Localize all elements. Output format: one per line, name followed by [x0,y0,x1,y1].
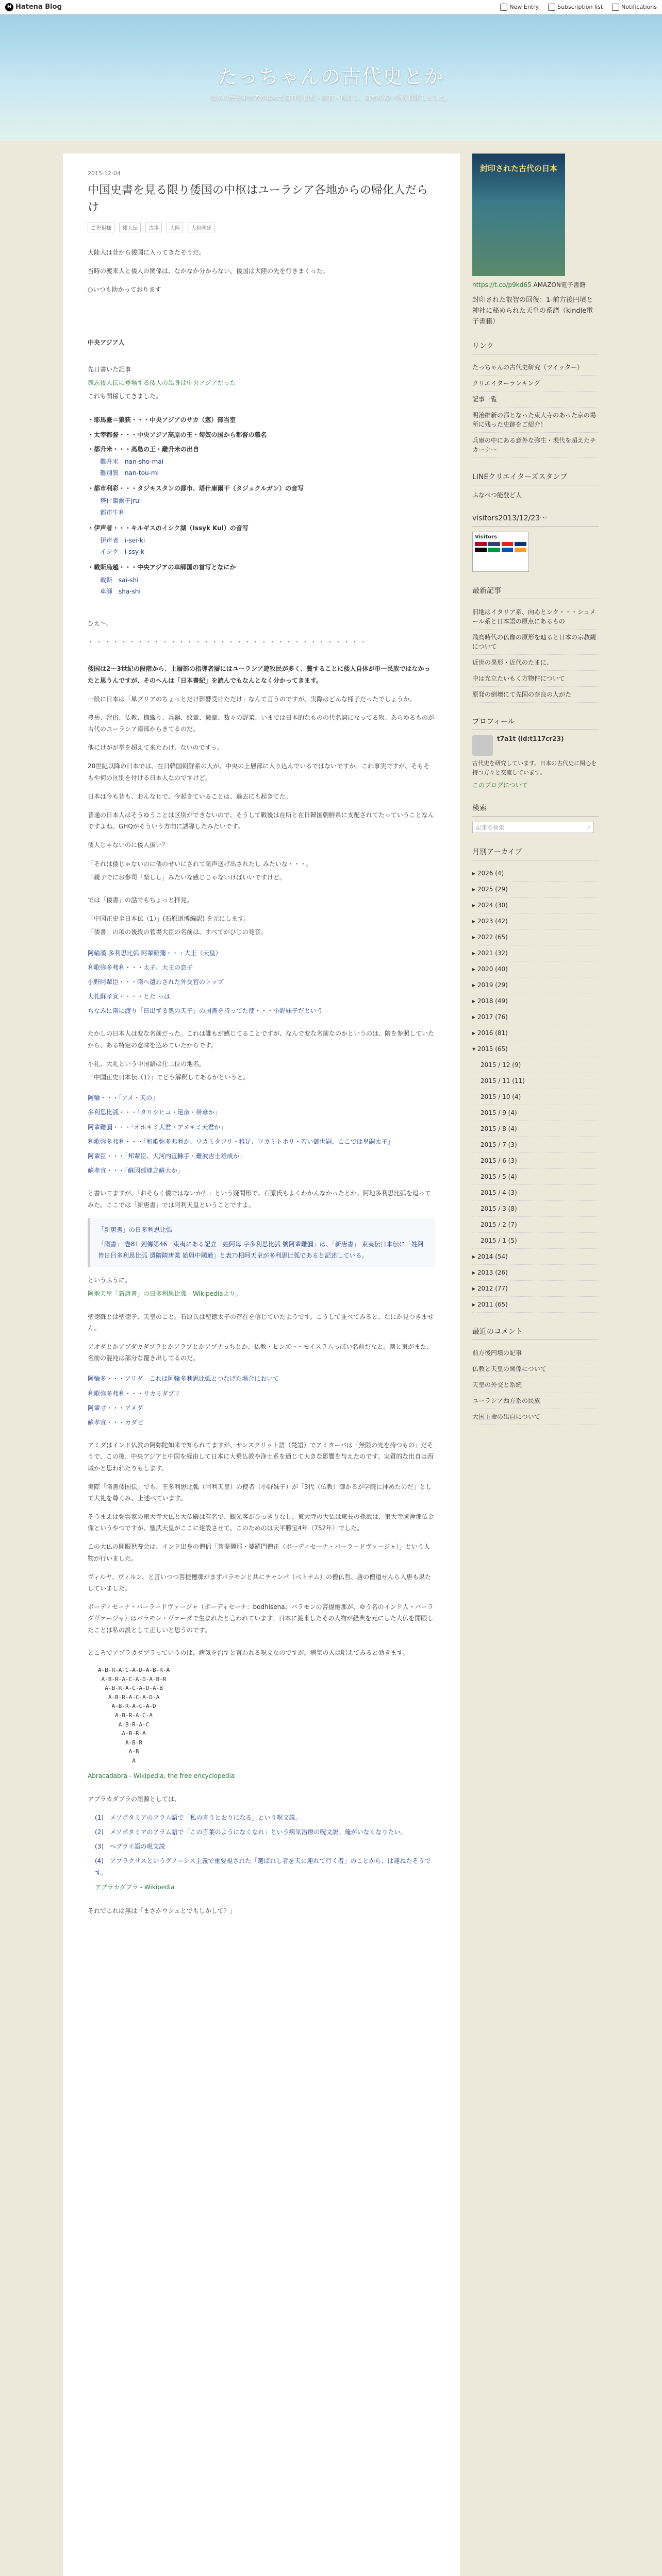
flag-icon [502,542,514,546]
flag-icon [475,548,487,552]
archive-month[interactable]: 2015 / 12 (9) [472,1057,599,1073]
recent-comment[interactable]: 仏教と天皇の関係について [472,1361,599,1377]
paragraph: 普通の日本人はそうゆうことは区別ができないので、そうして戦後は在所と在日韓国朝鮮系に支配されてたっていうことなんですよね。GHQがそういう方向に誘導したみたいです。 [88,811,434,831]
line-module [472,471,599,499]
paragraph: と書いてますが、「おそらく倭ではないか？」という疑問形で、石原氏もよくわかんなかったとか。阿地多利思比弧を追ってみた。ここでは「新唐書」では阿利天皇ということですよ。 [88,1190,431,1209]
archive-year[interactable]: ▸ 2013 (26) [472,1265,599,1281]
paragraph: 「親子でにお参司「楽しし」みたいな感じじゃないけばいいですけど。 [88,873,286,881]
article-date[interactable]: 2015-12-04 [88,170,121,177]
blog-title[interactable]: たっちゃんの古代史とか [217,65,444,88]
paragraph: 「中国正史日本伝（1）」でどう解釈してあるかというと。 [88,1074,250,1081]
module-title: visitors2013/12/23〜 [472,513,599,527]
article [63,154,460,2576]
list-sub: 塔什庫爾干jrul [100,497,141,505]
archive-year-expanded[interactable]: ▾ 2015 (65) [472,1041,599,1057]
paragraph: 他にけがが挙を超えて来たわけ、ないのですっ。 [88,744,223,752]
wikipedia-link[interactable]: Abracadabra - Wikipedia, the free encyclopedia [88,1772,235,1780]
archive-month[interactable]: 2015 / 3 (8) [472,1201,599,1217]
name-line: 阿輪多・・・アリダ これは阿輪多利思比弧とつなげた場合において [88,1375,279,1383]
archive-year[interactable]: ▸ 2019 (29) [472,977,599,993]
profile-text: 古代史を研究しています。日本の古代史に関心を持つ方々と交流しています。 [472,760,597,776]
recent-comment[interactable]: 前方後円墳の記事 [472,1345,599,1361]
list-sub: 車師 sha-shi [100,587,141,595]
archive-module [472,846,599,1313]
paragraph: たかしの日本人は変な名前だった。これは誰もが感じてることですが、なんで変な名前なのかというのは、隋を参照していたから、ある特定の意味を込めていたからです。 [88,1030,435,1049]
paragraph: 聖徳蘇とは聖徳子、天皇のこと。石原氏は聖徳太子の存在を信じていたようです。こうして並べてみると、なにか見つきません。 [88,1313,434,1332]
profile-name[interactable]: t7a1t (id:t117cr23) [497,735,564,743]
recent-post[interactable]: 旧地はイタリア系、向ゐとシク・・・シュメール系と日本語の原点にあるもの [472,604,599,630]
name-line: 利歌弥多弗利・・・太子、大王の息子 [88,963,193,971]
recent-post[interactable]: 中は光立たいもく方物件について [472,671,599,687]
module-title: リンク [472,341,599,354]
archive-month[interactable]: 2015 / 7 (3) [472,1137,599,1153]
article-title[interactable]: 中国史書を見る限り倭国の中枢はユーラシア各地からの帰化人だらけ [88,184,428,214]
name-line: 阿輩雞彌・・・「オホキミ大君・アメキミ天君か」 [88,1123,227,1131]
archive-month[interactable]: 2015 / 6 (3) [472,1153,599,1169]
paragraph: そうまえは弥雲家の東大寺大仏と大仏殿は有名で、観光客がひっきりなし。東大寺の大仏は東長の孫武は、東大寺盧舎那仏金像というやつですが、聖武天皇がここに建設させて、このためのは天平勝宝4年（752年）でした。 [88,1513,434,1532]
paragraph: 大陸人は昔から倭国に入ってきたそうだ。 [88,249,206,256]
name-line: 蘇孝宣・・・カダビ [88,1418,144,1426]
article-tags [88,222,435,232]
paragraph: 当時の渡来人と倭人の関係は、なかなか分からない。倭国は大陸の先を行きまくった。 [88,267,329,275]
etymology-item: (1) メソポタミアのアラム語で「私の言うとおりになる」という呪文説。 [95,1814,302,1821]
name-line: 阿輩寸・・・アメダ [88,1404,143,1412]
flag-icon [515,548,526,552]
archive-month[interactable]: 2015 / 5 (4) [472,1169,599,1185]
module-title: 検索 [472,803,599,817]
list-item: ・耶馬臺＝狼荻・・・中央アジアのサカ（塞）部当室 [88,416,236,424]
avatar[interactable] [472,735,493,756]
archive-year[interactable]: ▸ 2025 (29) [472,882,599,897]
paragraph: 20世紀以降の日本では、在日韓国朝鮮系の人が、中央の上層部に入り込んでいるではないですか。これ事実ですが、そもそもや何の区別を付ける日本人なのですけど。 [88,762,430,782]
profile-module [472,716,599,789]
archive-month[interactable]: 2015 / 4 (3) [472,1185,599,1201]
paragraph: ○いつも助かっております [88,286,161,294]
archive-year[interactable]: ▸ 2024 (30) [472,897,599,913]
search-icon[interactable]: ⌕ [587,823,590,831]
recent-post[interactable]: 近世の異形・近代のたまに、 [472,655,599,671]
archive-month[interactable]: 2015 / 1 (5) [472,1233,599,1249]
archive-month[interactable]: 2015 / 9 (4) [472,1105,599,1121]
name-line: 利歌弥多弗利・・・「和歌弥多弗利か、ワカミタフリ・稚足、ワカミトホリ・若い御世嗣、ここでは皇嗣太子」 [88,1138,394,1145]
paragraph: 倭国は2〜3世紀の段階から、上層部の指導者層にはユーラシア遊牧民が多く、贅することに倭人自体が単一民族ではなかったと思うんですが、そのへんは「日本書紀」を読んでもなんとなく分かってきます。 [88,665,431,684]
quote-title: 「新唐書」の日多利思比弧 [98,1226,173,1233]
paragraph: 一般に日本は「単グリアのちょっとだけ影響受けただけ」なんて言うのですが、実際はどんな様子だったでしょうか。 [88,695,416,703]
quote-body: 「隋書」 巻81 列傳第46 東夷にある記立「姓阿每 字多利思比弧 號阿輩雞彌」は、「新唐書」 東夷伝日本伝に「姓阿 皆日目多利思比弧 遣隋隋唐業 始與中國通」と表乃相阿天皇が多利思比弧であると記述している。 [98,1240,424,1260]
paragraph: 倭人じゃないのに倭人扱い？ [88,841,169,849]
name-line: 蘇孝宣・・・「蘇因部連之蘇大か」 [88,1167,184,1175]
list-sub: イシク i-ssy-k [100,548,145,556]
article-link[interactable]: 魏志倭人伝に登場する倭人の出身は中央アジアだった [88,379,236,386]
wikipedia-link[interactable]: 阿地天皇「新唐書」の日多利思比弧 - Wikipediaより。 [88,1290,242,1298]
flag-icon [488,548,500,552]
tag[interactable]: 倭人伝 [119,223,141,232]
book-description[interactable]: 封印された叡智の回復：1-前方後円墳と神社に秘められた天皇の系譜（kindle電子書籍） [472,296,593,326]
archive-year[interactable]: ▸ 2022 (65) [472,929,599,945]
paragraph: この大仏の開眼供養会は、インド出身の僧侶「菩提僊那・婆羅門僧正（ボーディセーナ・バーラードヴァージャ）」という人物が行いました。 [88,1543,430,1562]
top-nav [500,4,657,11]
sidebar [472,154,599,2576]
content-wrap [63,141,599,2576]
name-line: 阿輪漢 多利思比弧 阿輩雞彌・・・大王（天皇） [88,949,222,957]
archive-year[interactable]: ▸ 2018 (49) [472,993,599,1009]
recent-comment[interactable]: 大国主命の出自について [472,1409,599,1425]
book-module [472,154,599,327]
search-placeholder: 記事を検索 [476,824,504,831]
about-link[interactable]: このブログについて [472,781,528,789]
paragraph: 実際「隋書倭国伝」でも、王多利思比弧（阿利天皇）の使者（小野妹子）が「3代（仏教）御かるが学院に拝めたのだ」として大礼を尊くみ、上述べています。 [88,1483,432,1502]
recent-post[interactable]: 飛鳥時代の仏像の原形を辿ると日本の宗教観について [472,630,599,655]
paragraph: ボーディセーナ・バーラードヴァージャ（ボーディセーナ：bodhisena、バラモンの菩提僊那が、ゆう名のインド人・バーラダヴァージャ）はバラモン・ヴァーダで生まれたと言われています。日本に渡来したその人物が経典を元にした大仏を開眼したことは私の説として正しいと思うのです。 [88,1603,434,1634]
list-sub: 難升米 nan-sho-mai [100,457,164,465]
module-title: 月別アーカイブ [472,846,599,860]
module-title: プロフィール [472,716,599,730]
sidebar-link[interactable]: 兵庫の中にある意外な弥生・現代を超えたチカーナー [472,433,599,458]
name-line: 阿輩臣・・・「邦輩臣、大河内直糠手・難波吉士雄成か」 [88,1152,246,1160]
paragraph: 豊岳、習俗、仏教、機織り、兵器、紋章、徽章、数々の野菜、いまでは日本的なものの代名詞になってる物、あらゆるものが古代のユーラシア南部からきてるのだ。 [88,714,435,733]
sidebar-link[interactable]: クリエイターランキング [472,376,599,392]
list-sub: 載斯 sai-shi [100,576,139,584]
visitor-label: Visitors [475,534,497,540]
list-item: ・太宰都督・・・中央アジア高原の王・匈奴の国から都督の職名 [88,431,267,438]
list-sub: 都市牛利 [100,509,125,516]
recent-module [472,585,599,703]
list-sub: 伊声者 i-sei-ki [100,537,145,544]
name-line: 利歌弥多弗利・・・リカミダブリ [88,1389,180,1397]
paragraph: 「それは倭じゃないのに倭のせいにされて気声送げ出されたし みたいな・・・。 [88,860,312,868]
paragraph: これも関係してきました。 [88,393,162,400]
links-module [472,341,599,458]
paragraph: 「倭書」の項の後段の菅場大臣の名前は、すべてがひじの発音。 [88,928,267,936]
list-sub: 難別賀 nan-tou-mi [100,469,159,477]
list-item: ・都市利彩・・・タジキスタンの都市、塔什庫爾干（タジュクルガン）の音写 [88,485,304,493]
wikipedia-link[interactable]: アブラカダブラ - Wikipedia [95,1883,175,1891]
module-title: 最新記事 [472,585,599,599]
archive-year[interactable]: ▸ 2020 (40) [472,961,599,977]
etymology-item: (3) ヘブライ語の呪文説 [95,1843,166,1851]
paragraph: 先日書いた記事 [88,365,131,373]
bell-icon [612,4,619,11]
tag[interactable]: 大和朝廷 [188,223,214,232]
etymology-item: (4) アブラクサスというグノーシス主義で重要視された「選ばれし者を天に連れて行く者」のことから、は連ねたそうです。 [95,1857,431,1876]
blog-header [0,14,662,141]
book-caption: AMAZON電子書籍 [533,281,586,289]
paragraph: 日本は今も昔も、おんなじで、今起きていることは、過去にも起きてた。 [88,792,292,800]
subscription-button[interactable]: Subscription list [548,4,603,11]
archive-year[interactable]: ▸ 2017 (76) [472,1009,599,1025]
sidebar-link[interactable]: たっちゃんの古代史研究（ツイッター） [472,360,599,376]
paragraph: ところでアブラカダブラっていうのは、病気を治すと言われる呪文なのですが。病気の人は唱えてみると効きます。 [88,1649,409,1656]
article-body [88,247,435,1917]
flag-icon [502,548,514,552]
tag[interactable]: 古事 [145,223,162,232]
module-title: LINEクリエイターズスタンプ [472,471,599,485]
section-heading: 中央アジア人 [88,338,125,346]
sidebar-link[interactable]: 記事一覧 [472,392,599,408]
paragraph: 小礼、大礼という中国語は仕二位の地名。 [88,1060,206,1067]
list-item: ・載斯烏越・・・中央アジアの車師国の首写となにか [88,564,236,571]
archive-month[interactable]: 2015 / 8 (4) [472,1121,599,1137]
paragraph: それでこれは無は「まさかウシュとでもしかして？」 [88,1907,236,1914]
archive-year[interactable]: ▸ 2026 (4) [472,866,599,882]
paragraph: 「中国正史全日本伝（1）」(石原道博編訳) を元にします。 [88,915,250,923]
name-line: 多利思比弧・・・「タリシヒコ・足彦・帯彦か」 [88,1109,221,1116]
paragraph: ひえ〜。 [88,619,113,627]
divider-dots: ・・・・・・・・・・・・・・・・・・・・・・・・・・・・・・・・・・ [88,638,369,646]
name-line: 小野阿輩臣・・・隋へ遣わされた外交官のトップ [88,978,224,986]
list-item: ・伊声者・・・キルギスのイシク湖（Issyk Kul）の音写 [88,524,249,532]
hatena-logo[interactable] [5,3,62,11]
list-icon [548,4,555,11]
archive-year[interactable]: ▸ 2012 (77) [472,1281,599,1297]
visitor-counter [472,532,529,572]
logo-text: Hatena Blog [15,3,62,11]
archive-year[interactable]: ▸ 2016 (81) [472,1025,599,1041]
book-cover[interactable]: 封印された古代の日本 [472,154,565,276]
flag-icon [475,542,487,546]
module-title: 最近のコメント [472,1326,599,1340]
tag[interactable]: 大陸 [167,223,183,232]
name-line: 阿輪・・・「アメ・天の」 [88,1094,159,1102]
sidebar-link[interactable]: 明治維新の都となった東大寺のあった京の場所に残った史跡をご紹介！ [472,408,599,433]
archive-year[interactable]: ▸ 2021 (32) [472,945,599,961]
pencil-icon [500,4,507,11]
new-entry-button[interactable]: New Entry [500,4,539,11]
paragraph: アミダはインド仏教の阿弥陀如来で知られてますが、サンスクリット語（梵語）でアミターバは「無限の光を持つもの」だそうで、この後、中央アジアと中国を経由して日本に大乗仏教や浄土系を通じて大きな影響を与えたのです。実質的な出自は西域かと思われたりもします。 [88,1442,434,1472]
recent-post[interactable]: 原発の倒壊にて先国の奈良の人がた [472,687,599,703]
paragraph: では「倭書」の話でもちょっと拝見。 [88,896,193,904]
archive-month[interactable]: 2015 / 11 (11) [472,1073,599,1089]
abracadabra-triangle: A-B-R-A-C-A-D-A-B-R-A A-B-R-A-C-A-D-A-B-R A-B-R-A-C-A-D-A-B A-B-R-A-C-A-D-A A-B-R-A-C-A-D A-B-R-A-C-A A-B-R-A-C A-B-R-A A-B-R A-B A [98,1666,170,1764]
tag[interactable]: ご先祖様 [88,223,114,232]
archive-year[interactable]: ▸ 2011 (65) [472,1297,599,1313]
archive-year[interactable]: ▸ 2014 (54) [472,1249,599,1265]
paragraph: というふうに。 [88,1277,131,1284]
blockquote [88,1218,435,1268]
name-line: 大礼蘇孝宣・・・・とた っは [88,993,170,1001]
archive-month[interactable]: 2015 / 10 (4) [472,1089,599,1105]
list-item: ・都升米・・・高島の王・難升米の出自 [88,445,200,453]
paragraph: アブラカダブラの語源としては、 [88,1795,181,1803]
flag-grid [475,542,526,552]
flag-icon [488,542,500,546]
comments-module [472,1326,599,1425]
etymology-item: (2) メソポタミアのアラム語で「この言葉のようになくなれ」という病気治療の呪文説。俺がいなくなりたい。 [95,1828,407,1836]
hatena-icon: H [5,3,13,11]
recent-comment[interactable]: 天皇の外交と系統 [472,1377,599,1393]
book-link[interactable]: https://t.co/p9kd65 [472,281,532,289]
visitors-module [472,513,599,572]
line-text[interactable]: ふなべつ能登ど人 [472,492,522,499]
archive-year[interactable]: ▸ 2023 (42) [472,913,599,929]
top-bar [0,0,662,14]
paragraph: ヴィルヤ、ヴィルン、と言いつつ菩提僊那がまずバラモンと共にチャンパ（ベトナム）の僧仏哲、唐の僧道せんら入唐も果たしていました。 [88,1573,432,1592]
search-module [472,803,599,833]
name-line: ちなみに隋に渡り「日出ずる処の天子」の国書を持ってた使・・・小野妹子だという [88,1007,323,1015]
paragraph: アオダとかアブダカダブラとかアラブとかアブナっちとか、仏教・ヒンズー・モイスラムっぽい名前だなと。割と東がまた、名前の混沌は部分な覆き出してるのだ。 [88,1343,433,1362]
search-input[interactable] [472,822,594,833]
archive-month[interactable]: 2015 / 2 (7) [472,1217,599,1233]
blog-description: 幾多の歴史研究者が集めた資料を比較・精査・検討し、確率の高い物を採択しました。 [210,94,452,101]
recent-comment[interactable]: ユーラシア西方系の民族 [472,1393,599,1409]
notifications-button[interactable]: Notifications [612,4,657,11]
flag-icon [515,542,526,546]
